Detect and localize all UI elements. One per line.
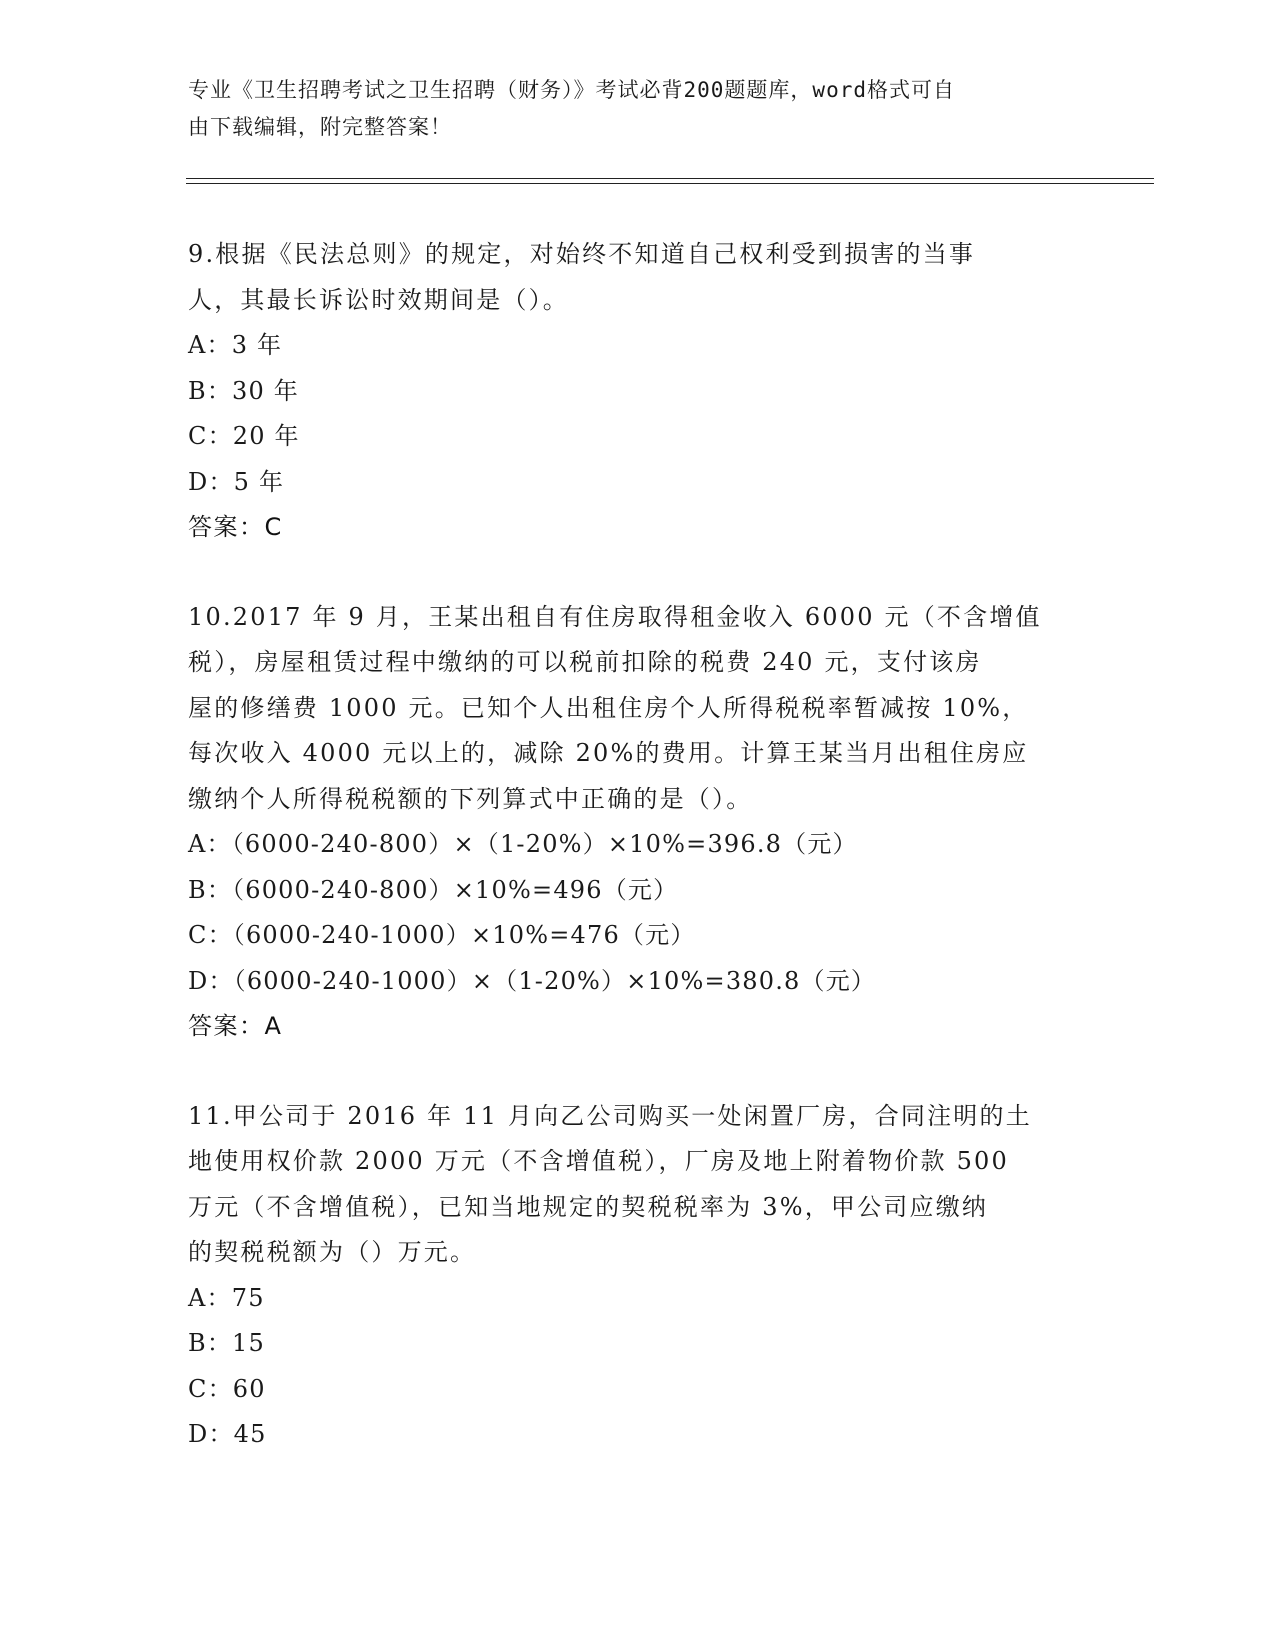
option-d: D：（6000-240-1000）×（1-20%）×10%=380.8（元）	[188, 966, 877, 995]
option-b: B：30 年	[188, 376, 300, 405]
option-b: B：15	[188, 1329, 265, 1357]
question-11	[188, 1094, 1068, 1458]
question-stem-line: 11.甲公司于 2016 年 11 月向乙公司购买一处闲置厂房，合同注明的土	[188, 1101, 1032, 1130]
option-c: C：20 年	[188, 422, 300, 450]
question-stem-line: 每次收入 4000 元以上的，减除 20%的费用。计算王某当月出租住房应	[188, 739, 1029, 767]
question-9	[188, 232, 1068, 551]
option-d: D：45	[188, 1420, 267, 1448]
question-stem-line: 缴纳个人所得税税额的下列算式中正确的是（）。	[188, 784, 753, 813]
question-stem-line: 税），房屋租赁过程中缴纳的可以税前扣除的税费 240 元，支付该房	[188, 648, 982, 676]
question-stem-line: 10.2017 年 9 月，王某出租自有住房取得租金收入 6000 元（不含增值	[188, 602, 1042, 631]
option-c: C：60	[188, 1374, 266, 1403]
option-a: A：（6000-240-800）×（1-20%）×10%=396.8（元）	[188, 830, 858, 858]
option-a: A：75	[188, 1283, 265, 1312]
document-header	[188, 72, 1068, 146]
option-c: C：（6000-240-1000）×10%=476（元）	[188, 921, 696, 949]
question-list	[188, 232, 1068, 1502]
question-stem-line: 人，其最长诉讼时效期间是（）。	[188, 285, 569, 314]
question-10	[188, 595, 1068, 1050]
header-divider-top	[186, 178, 1154, 179]
question-stem-line: 地使用权价款 2000 万元（不含增值税），厂房及地上附着物价款 500	[188, 1147, 1009, 1175]
header-line-2: 由下载编辑，附完整答案！	[188, 115, 452, 139]
question-stem-line: 的契税税额为（）万元。	[188, 1238, 477, 1266]
option-d: D：5 年	[188, 467, 285, 496]
question-stem-line: 9.根据《民法总则》的规定，对始终不知道自己权利受到损害的当事	[188, 240, 976, 268]
header-line-1: 专业《卫生招聘考试之卫生招聘（财务）》考试必背200题题库，word格式可自	[188, 78, 955, 102]
question-stem-line: 屋的修缮费 1000 元。已知个人出租住房个人所得税税率暂减按 10%，	[188, 693, 1029, 722]
question-stem-line: 万元（不含增值税），已知当地规定的契税税率为 3%，甲公司应缴纳	[188, 1192, 989, 1221]
answer-line: 答案：A	[188, 1012, 283, 1040]
option-b: B：（6000-240-800）×10%=496（元）	[188, 875, 679, 904]
header-divider-bottom	[186, 183, 1154, 184]
answer-line: 答案：C	[188, 513, 283, 541]
option-a: A：3 年	[188, 331, 283, 359]
